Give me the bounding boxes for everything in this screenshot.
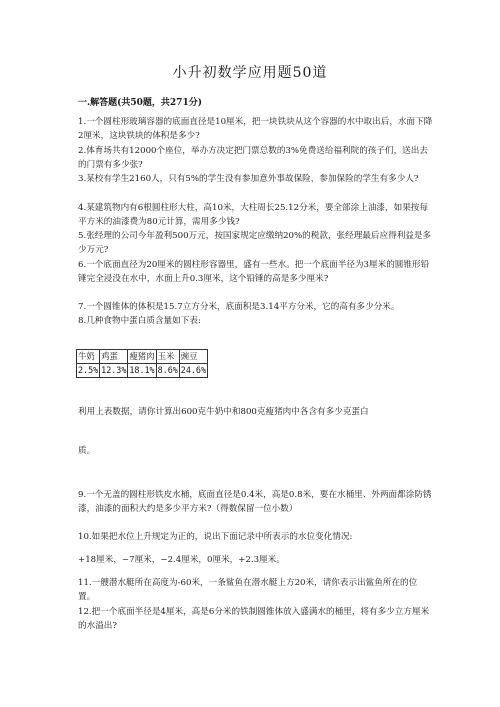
- question-11: 11.一艘潜水艇所在高度为-60米，一条鲨鱼在潜水艇上方20米，请你表示出鲨鱼所在的位置。: [78, 578, 418, 603]
- table-cell: 2.5%: [77, 364, 100, 378]
- question-2: 2.体育场共有12000个座位，举办方决定把门票总数的3%免费送给福利院的孩子们，送出去的门票有多少张?: [78, 146, 428, 171]
- page-title: 小升初数学应用题50道: [172, 65, 328, 81]
- table-cell: 24.6%: [179, 364, 207, 378]
- table-header-cell: 鸡蛋: [100, 350, 128, 364]
- table-cell: 8.6%: [156, 364, 179, 378]
- question-7: 7.一个圆锥体的体积是15.7立方分米，底面积是3.14平方分米，它的高有多少分米。: [78, 302, 400, 312]
- table-header-cell: 瘦猪肉: [128, 350, 156, 364]
- section-heading: 一.解答题(共50题，共271分): [78, 98, 202, 108]
- table-header-cell: 豌豆: [179, 350, 207, 364]
- table-cell: 18.1%: [128, 364, 156, 378]
- table-header-cell: 玉米: [156, 350, 179, 364]
- question-6: 6.一个底面直径为20厘米的圆柱形容器里，盛有一些水。把一个底面半径为3厘米的圆锥形铅锤完全浸没在水中，水面上升0.3厘米，这个铅锤的高是多少厘米?: [78, 260, 430, 285]
- question-5: 5.张经理的公司今年盈利500万元，按国家规定应缴纳20%的税款，张经理最后应得利益是多少万元?: [78, 231, 432, 256]
- table-row: [77, 364, 208, 378]
- table-header-row: [77, 350, 208, 364]
- question-8-body: 利用上表数据，请你计算出600克牛奶中和800克瘦猪肉中各含有多少克蛋白: [78, 407, 369, 417]
- table-cell: 12.3%: [100, 364, 128, 378]
- question-1: 1.一个圆柱形玻璃容器的底面直径是10厘米，把一块铁块从这个容器的水中取出后，水面下降2厘米，这块铁块的体积是多少?: [78, 117, 433, 142]
- question-10-values: +18厘米，−7厘米，−2.4厘米，0厘米，+2.3厘米。: [78, 555, 285, 565]
- question-12: 12.把一个底面半径是4厘米，高是6分米的铁制圆锥体放入盛满水的桶里，将有多少立方厘米的水溢出?: [78, 607, 430, 632]
- question-3: 3.某校有学生2160人，只有5%的学生没有参加意外事故保险，参加保险的学生有多少人?: [78, 174, 419, 184]
- table-header-cell: 牛奶: [77, 350, 100, 364]
- protein-table: [76, 349, 208, 378]
- question-10: 10.如果把水位上升规定为正的，说出下面记录中所表示的水位变化情况:: [78, 532, 353, 542]
- question-8: 8.几种食物中蛋白质含量如下表:: [78, 316, 201, 326]
- question-9: 9.一个无盖的圆柱形铁皮水桶，底面直径是0.4米，高是0.8米，要在水桶里、外两面都涂防锈漆，油漆的面积大约是多少平方米?（得数保留一位小数）: [78, 490, 432, 515]
- question-4: 4.某建筑物内有6根圆柱形大柱，高10米，大柱周长25.12分米，要全部涂上油漆，如果按每平方米的油漆费为80元计算，需用多少钱?: [78, 203, 428, 228]
- question-8-body-end: 质。: [78, 446, 96, 456]
